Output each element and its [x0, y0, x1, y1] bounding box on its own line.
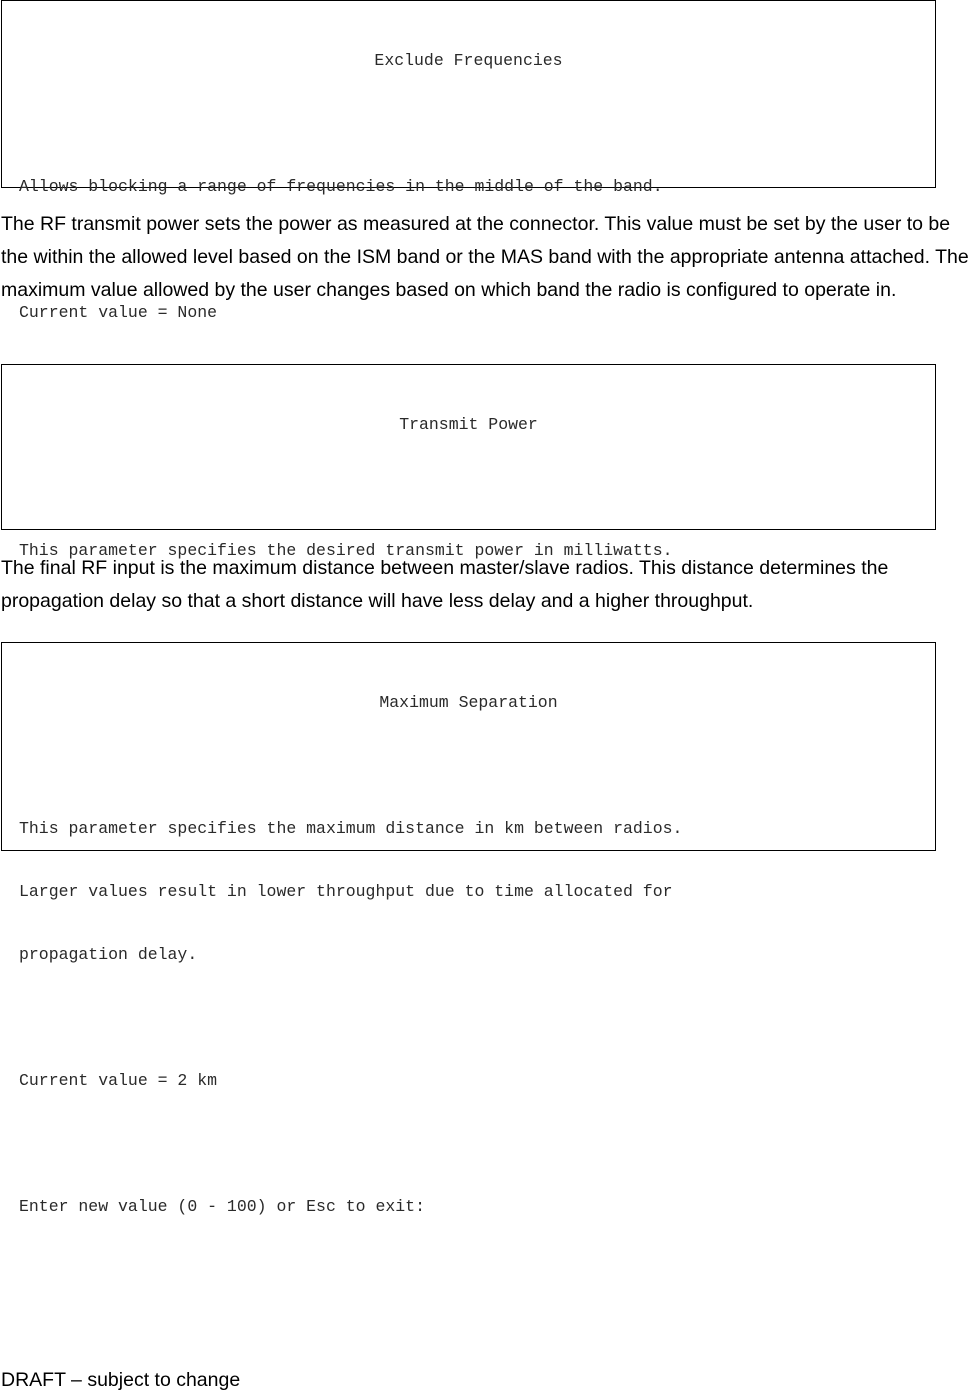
maximum-separation-title: Maximum Separation: [379, 693, 558, 712]
spacer: [19, 113, 935, 134]
paragraph-transmit-power: The RF transmit power sets the power as measured at the connector. This value must be set by the user to be the within the allowed level based on the ISM band or the MAS band with the appropriate antenna attached. The maximum value allowed by the user changes based on which band the radio is configured to operate in.: [1, 213, 969, 301]
exclude-frequencies-description: Allows blocking a range of frequencies in the middle of the band.: [19, 177, 663, 196]
transmit-power-description: This parameter specifies the desired transmit power in milliwatts.: [19, 541, 673, 560]
maximum-separation-terminal: [1, 642, 936, 1216]
maximum-separation-description-line3: propagation delay.: [19, 945, 198, 964]
exclude-frequencies-title: Exclude Frequencies: [374, 51, 563, 70]
maximum-separation-current-value: Current value = 2 km: [19, 1071, 218, 1090]
transmit-power-terminal: [1, 364, 936, 560]
spacer: [19, 1007, 935, 1028]
draft-footer: DRAFT – subject to change: [1, 1369, 241, 1391]
maximum-separation-prompt: Enter new value (0 - 100) or Esc to exit:: [19, 1197, 425, 1216]
maximum-separation-description-line2: Larger values result in lower throughput due to time allocated for: [19, 882, 673, 901]
spacer: [19, 477, 935, 498]
spacer: [19, 1133, 935, 1154]
transmit-power-title: Transmit Power: [399, 415, 538, 434]
exclude-frequencies-current-value: Current value = None: [19, 303, 218, 322]
paragraph-separation: The final RF input is the maximum distance between master/slave radios. This distance determines the propagation delay so that a short distance will have less delay and a higher throughput.: [1, 557, 889, 612]
maximum-separation-description-line1: This parameter specifies the maximum distance in km between radios.: [19, 819, 683, 838]
spacer: [19, 755, 935, 776]
